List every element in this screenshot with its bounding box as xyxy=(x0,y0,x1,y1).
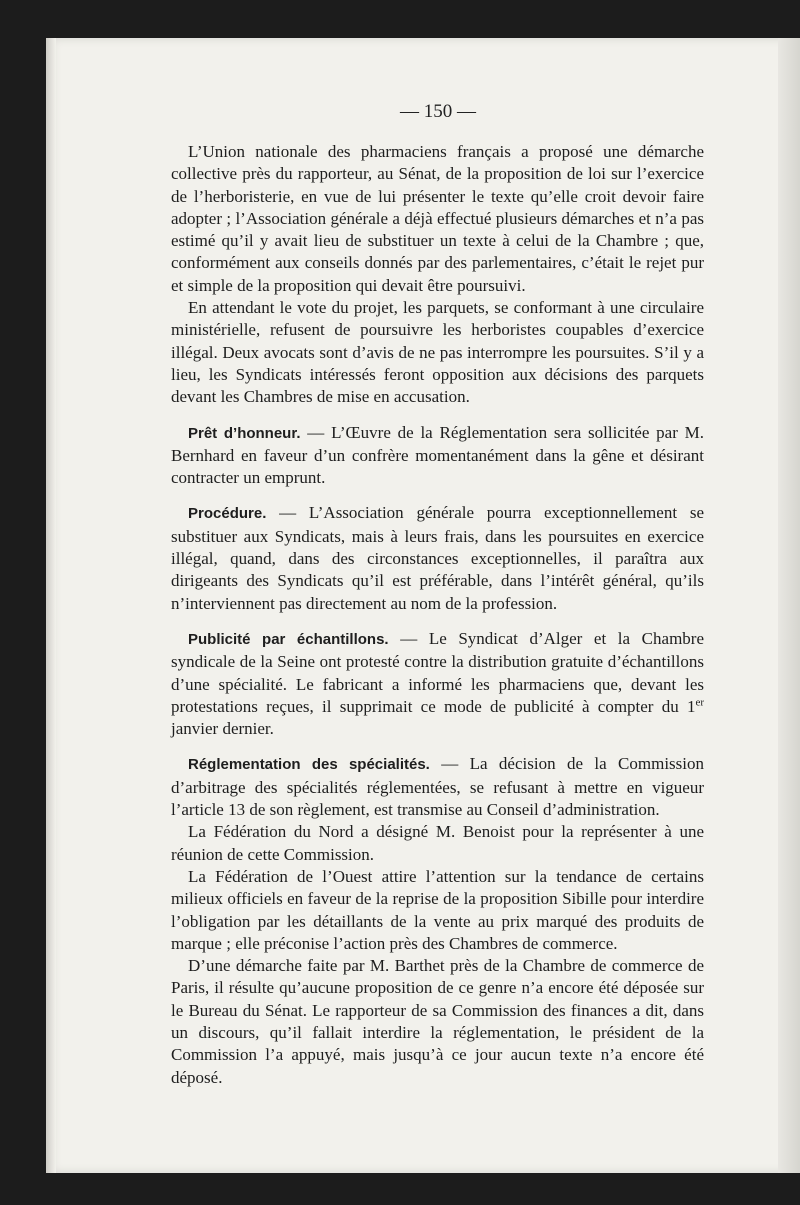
section-procedure xyxy=(171,502,704,614)
section-heading: Procédure. xyxy=(188,505,267,523)
section-heading: Publicité par échantillons. xyxy=(188,630,389,648)
paragraph-federation-nord: La Fédération du Nord a désigné M. Benoist pour la représenter à une réunion de cette Commission. xyxy=(171,822,704,864)
section-text: — L’Association générale pourra exceptionnellement se substituer aux Syndicats, mais à leurs frais, dans les poursuites en exercice illégal, quand, dans des circonstances exceptionnelles, il paraîtra aux dirigeants des Syndicats qu’il est préférable, dans l’intérêt général, qu’ils n’interviennent pas directement au nom de la profession. xyxy=(171,503,704,613)
page-binding-shadow xyxy=(46,38,56,1173)
next-page-edge xyxy=(778,38,800,1173)
section-publicite-echantillons xyxy=(171,628,704,740)
page-number: — 150 — xyxy=(400,101,476,122)
section-text: — Le Syndicat d’Alger et la Chambre syndicale de la Seine ont protesté contre la distribution gratuite d’échantillons d’une spécialité. Le fabricant a informé les pharmaciens que, devant les protestations reçues, il supprimait ce mode de publicité à compter du 1 xyxy=(171,628,704,716)
paragraph-union-nationale: L’Union nationale des pharmaciens français a proposé une démarche collective près du rapporteur, au Sénat, de la proposition de loi sur l’exercice de l’herboristerie, en vue de lui présenter le texte qu’elle croit devoir faire adopter ; l’Association générale a déjà effectué plusieurs démarches et n’a pas estimé qu’il y avait lieu de substituer un texte à celui de la Chambre ; que, conformément aux conseils donnés par des parlementaires, c’était le rejet pur et simple de la proposition qui devait être poursuivi. xyxy=(171,142,704,295)
ordinal-superscript: er xyxy=(695,696,704,709)
section-pret-honneur xyxy=(171,422,704,490)
paragraph-federation-ouest: La Fédération de l’Ouest attire l’attention sur la tendance de certains milieux officiels en faveur de la reprise de la proposition Sibille pour interdire l’obligation par les détaillants de la vente au prix marqué des produits de marque ; elle préconise l’action près des Chambres de commerce. xyxy=(171,866,704,953)
paragraph-barthet: D’une démarche faite par M. Barthet près de la Chambre de commerce de Paris, il résulte qu’aucune proposition de ce genre n’a encore été déposée sur le Bureau du Sénat. Le rapporteur de sa Commission des finances a dit, dans un discours, qu’il fallait interdire la réglementation, le président de la Commission l’a appuyé, mais jusqu’à ce jour aucun texte n’a encore été déposé. xyxy=(171,956,704,1087)
section-text: — L’Œuvre de la Réglementation sera sollicitée par M. Bernhard en faveur d’un confrère momentanément dans la gêne et désirant contracter un emprunt. xyxy=(171,422,704,488)
page-body xyxy=(171,141,704,1089)
paragraph-parquets: En attendant le vote du projet, les parquets, se conformant à une circulaire ministérielle, refusent de poursuivre les herboristes coupables d’exercice illégal. Deux avocats sont d’avis de ne pas interrompre les poursuites. S’il y a lieu, les Syndicats intéressés feront opposition aux décisions des parquets devant les Chambres de mise en accusation. xyxy=(171,298,704,407)
section-heading: Réglementation des spécialités. xyxy=(188,756,430,774)
section-heading: Prêt d’honneur. xyxy=(188,424,301,442)
section-reglementation-specialites xyxy=(171,753,704,821)
section-text-end: janvier dernier. xyxy=(171,719,274,739)
section-text: — La décision de la Commission d’arbitrage des spécialités réglementées, se refusant à mettre en vigueur l’article 13 de son règlement, est transmise au Conseil d’administration. xyxy=(171,754,704,820)
